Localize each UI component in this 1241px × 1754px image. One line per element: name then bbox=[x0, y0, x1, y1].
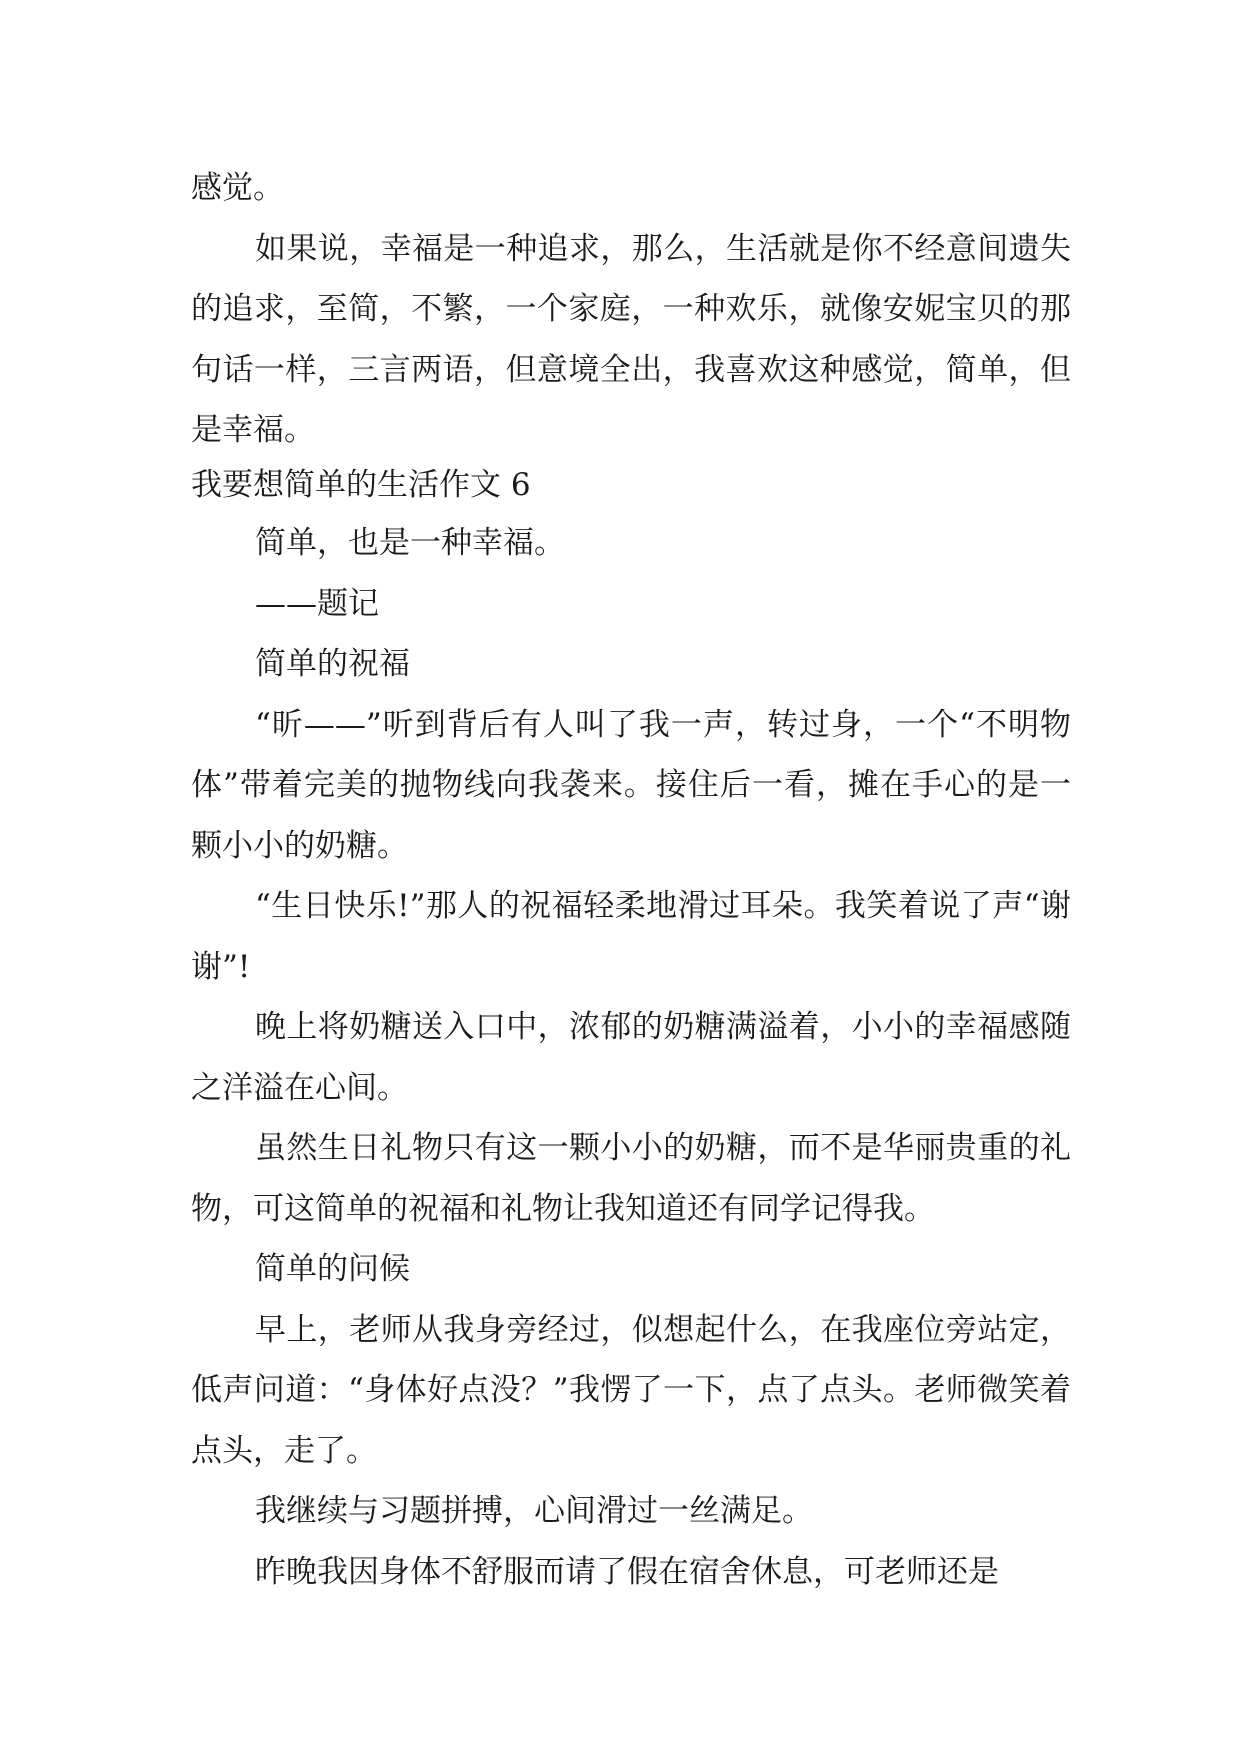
paragraph-3: 简单，也是一种幸福。 bbox=[255, 525, 565, 561]
paragraph-6: “生日快乐!”那人的祝福轻柔地滑过耳朵。我笑着说了声“谢谢”! bbox=[191, 888, 1071, 985]
subheading-blessing: 简单的祝福 bbox=[255, 646, 410, 682]
subheading-greeting: 简单的问候 bbox=[255, 1251, 410, 1287]
paragraph-1: 感觉。 bbox=[191, 170, 284, 206]
document-body bbox=[191, 158, 1071, 1602]
paragraph-8: 虽然生日礼物只有这一颗小小的奶糖，而不是华丽贵重的礼物，可这简单的祝福和礼物让我知道还有同学记得我。 bbox=[191, 1130, 1071, 1227]
paragraph-2: 如果说，幸福是一种追求，那么，生活就是你不经意间遗失的追求，至简，不繁，一个家庭，一种欢乐，就像安妮宝贝的那句话一样，三言两语，但意境全出，我喜欢这种感觉，简单，但是幸福。 bbox=[191, 230, 1071, 448]
paragraph-4: ——题记 bbox=[255, 585, 379, 622]
section-heading: 我要想简单的生活作文 6 bbox=[191, 466, 531, 503]
paragraph-10: 我继续与习题拼搏，心间滑过一丝满足。 bbox=[255, 1493, 813, 1529]
paragraph-5: “昕——”听到背后有人叫了我一声，转过身，一个“不明物体”带着完美的抛物线向我袭来。接住后一看，摊在手心的是一颗小小的奶糖。 bbox=[191, 706, 1071, 864]
paragraph-9: 早上，老师从我身旁经过，似想起什么，在我座位旁站定，低声问道：“身体好点没？”我愣了一下，点了点头。老师微笑着点头，走了。 bbox=[191, 1311, 1071, 1469]
paragraph-7: 晚上将奶糖送入口中，浓郁的奶糖满溢着，小小的幸福感随之洋溢在心间。 bbox=[191, 1009, 1071, 1106]
paragraph-11: 昨晚我因身体不舒服而请了假在宿舍休息，可老师还是 bbox=[255, 1553, 999, 1590]
